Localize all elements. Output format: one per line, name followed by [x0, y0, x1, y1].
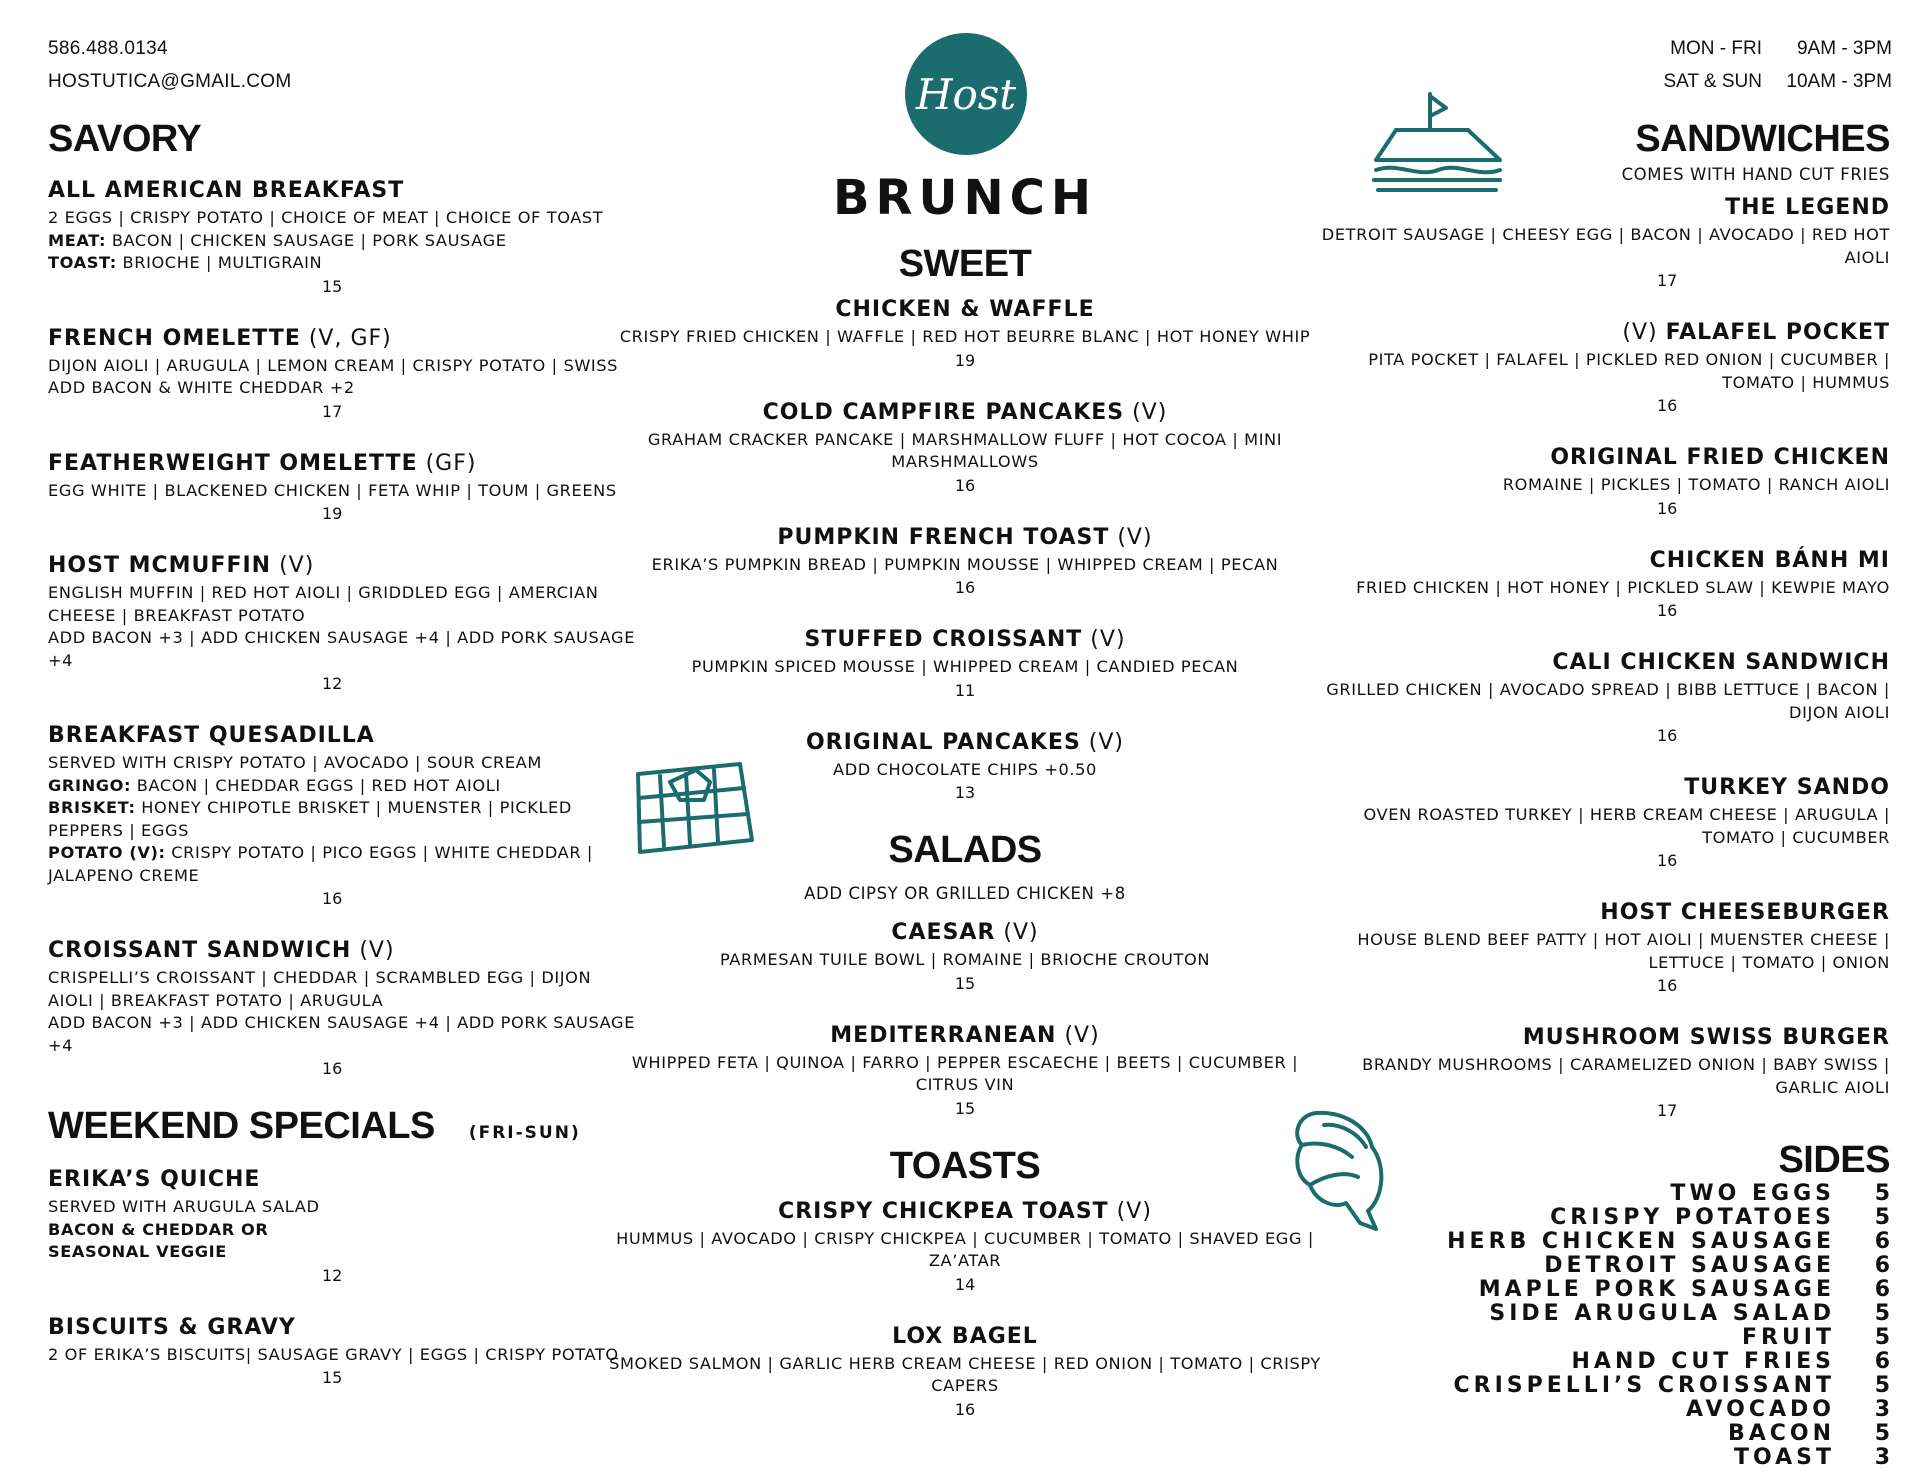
item-price: 16 [954, 578, 976, 597]
item-label: GRINGO: [48, 775, 132, 795]
toasts-items [605, 1196, 1325, 1422]
menu-item [605, 1196, 1325, 1297]
menu-item [605, 397, 1325, 498]
item-description [48, 252, 638, 275]
item-title: MUSHROOM SWISS BURGER [1522, 1025, 1890, 1050]
item-description [1320, 224, 1890, 269]
item-title: ALL AMERICAN BREAKFAST [48, 178, 405, 203]
menu-item [1320, 647, 1890, 748]
item-title: LOX BAGEL [892, 1323, 1038, 1349]
menu-item [605, 1321, 1325, 1422]
item-title: CROISSANT SANDWICH [48, 938, 352, 963]
side-price: 5 [1874, 1421, 1890, 1446]
item-price: 19 [322, 504, 343, 523]
right-column [1320, 118, 1890, 1470]
item-text: GRILLED CHICKEN | AVOCADO SPREAD | BIBB LETTUCE | BACON | DIJON AIOLI [1326, 680, 1890, 722]
item-text: ENGLISH MUFFIN | RED HOT AIOLI | GRIDDLED EGG | AMERCIAN CHEESE | BREAKFAST POTATO [48, 583, 599, 625]
item-text: PUMPKIN SPICED MOUSSE | WHIPPED CREAM | CANDIED PECAN [691, 657, 1239, 676]
item-tag: (V) [351, 938, 395, 963]
item-tag: (V) [1109, 524, 1153, 550]
side-row [1320, 1374, 1890, 1398]
item-price: 17 [322, 401, 343, 421]
menu-item [1320, 897, 1890, 998]
menu-item [605, 727, 1325, 806]
item-description [605, 949, 1325, 972]
menu-item [48, 175, 638, 299]
side-row [1320, 1254, 1890, 1278]
item-text: DETROIT SAUSAGE | CHEESY EGG | BACON | AVOCADO | RED HOT AIOLI [1321, 225, 1890, 267]
item-name [1320, 647, 1890, 679]
item-text: ERIKA’S PUMPKIN BREAD | PUMPKIN MOUSSE | WHIPPED CREAM | PECAN [651, 554, 1279, 574]
item-description [48, 967, 638, 1012]
item-price: 11 [954, 680, 976, 700]
item-price: 16 [954, 475, 976, 495]
menu-item [605, 1020, 1325, 1121]
item-name [48, 175, 638, 207]
item-name [605, 294, 1325, 326]
item-description [605, 656, 1325, 679]
section-title-sweet: SWEET [898, 243, 1032, 285]
item-text: 2 OF ERIKA’S BISCUITS| SAUSAGE GRAVY | EGGS | CRISPY POTATO [48, 1344, 619, 1364]
item-price: 17 [1657, 1101, 1678, 1120]
item-tag: (V) [1622, 320, 1666, 345]
item-description [1320, 349, 1890, 394]
item-price: 12 [322, 674, 343, 693]
item-title: HOST CHEESEBURGER [1600, 900, 1890, 925]
side-name: FRUIT [1741, 1325, 1835, 1350]
item-title: CHICKEN & WAFFLE [835, 297, 1095, 322]
item-description [1320, 474, 1890, 497]
item-description [48, 207, 638, 230]
phone-number: 586.488.0134 [48, 38, 168, 59]
side-name: MAPLE PORK SAUSAGE [1478, 1277, 1835, 1302]
item-name [1320, 772, 1890, 804]
section-title-toasts: TOASTS [889, 1144, 1041, 1187]
side-name: HAND CUT FRIES [1571, 1349, 1835, 1374]
item-description [48, 355, 638, 378]
item-text: HOUSE BLEND BEEF PATTY | HOT AIOLI | MUENSTER CHEESE | LETTUCE | TOMATO | ONION [1357, 930, 1890, 972]
side-price: 5 [1874, 1325, 1890, 1350]
item-name [605, 1321, 1325, 1353]
menu-item [48, 550, 638, 696]
item-title: CRISPY CHICKPEA TOAST [778, 1198, 1109, 1224]
item-text: SMOKED SALMON | GARLIC HERB CREAM CHEESE | RED ONION | TOMATO | CRISPY CAPERS [609, 1353, 1321, 1395]
item-price: 16 [1657, 851, 1678, 870]
item-name [48, 550, 638, 582]
side-row [1320, 1398, 1890, 1422]
sandwiches-note: COMES WITH HAND CUT FRIES [1621, 165, 1890, 184]
sweet-items [605, 294, 1325, 805]
menu-item [1320, 772, 1890, 873]
item-tag: (V) [1124, 399, 1168, 425]
weekend-note: (FRI-SUN) [468, 1123, 581, 1143]
item-text: CRISPY POTATO | PICO EGGS | WHITE CHEDDAR | JALAPENO CREME [48, 843, 593, 885]
section-title-salads: SALADS [888, 829, 1042, 871]
item-label: BACON & CHEDDAR OR [48, 1219, 269, 1239]
item-description [48, 377, 638, 400]
item-name [48, 720, 638, 752]
menu-item [48, 1312, 638, 1391]
side-price: 5 [1874, 1373, 1890, 1398]
menu-item [48, 720, 638, 911]
side-name: HERB CHICKEN SAUSAGE [1447, 1229, 1835, 1254]
item-name [605, 1020, 1325, 1052]
item-description [48, 1196, 638, 1219]
hours-days: SAT & SUN [1663, 71, 1762, 92]
item-description [605, 759, 1325, 782]
hours-row [1592, 65, 1892, 98]
item-name [48, 1164, 638, 1196]
item-text: BACON | CHEDDAR EGGS | RED HOT AIOLI [131, 775, 501, 795]
host-logo: Host [905, 33, 1027, 155]
side-price: 5 [1874, 1205, 1890, 1230]
item-price: 15 [322, 1368, 343, 1387]
item-description [1320, 1054, 1890, 1099]
item-price: 16 [1657, 726, 1678, 745]
side-row [1320, 1350, 1890, 1374]
item-text: ADD BACON +3 | ADD CHICKEN SAUSAGE +4 | ADD PORK SAUSAGE +4 [48, 1013, 636, 1055]
item-name [605, 727, 1325, 759]
side-name: BACON [1727, 1421, 1835, 1446]
item-price: 15 [322, 276, 343, 296]
sides-list [1320, 1182, 1890, 1470]
section-title-weekend: WEEKEND SPECIALS [48, 1105, 435, 1147]
menu-item [605, 917, 1325, 996]
item-title: ERIKA’S QUICHE [48, 1167, 261, 1192]
side-name: TOAST [1734, 1445, 1835, 1470]
menu-item [605, 522, 1325, 601]
item-text: BACON | CHICKEN SAUSAGE | PORK SAUSAGE [106, 230, 507, 250]
item-name [605, 522, 1325, 554]
item-label: POTATO (V): [48, 843, 166, 862]
hours [1592, 32, 1892, 98]
side-row [1320, 1230, 1890, 1254]
item-title: FALAFEL POCKET [1665, 320, 1890, 345]
item-description [605, 554, 1325, 577]
side-name: DETROIT SAUSAGE [1544, 1253, 1835, 1278]
item-title: ORIGINAL FRIED CHICKEN [1550, 445, 1890, 470]
item-price: 16 [322, 1059, 343, 1078]
side-price: 6 [1874, 1349, 1890, 1374]
item-description [605, 1228, 1325, 1273]
salads-items [605, 917, 1325, 1121]
side-row [1320, 1278, 1890, 1302]
item-text: OVEN ROASTED TURKEY | HERB CREAM CHEESE | ARUGULA | TOMATO | CUCUMBER [1363, 805, 1890, 847]
item-text: SERVED WITH ARUGULA SALAD [48, 1197, 320, 1216]
item-description [48, 1012, 638, 1057]
item-text: WHIPPED FETA | QUINOA | FARRO | PEPPER ESCAECHE | BEETS | CUCUMBER | CITRUS VIN [631, 1052, 1299, 1094]
item-tag: (V, GF) [300, 325, 392, 351]
item-name [605, 624, 1325, 656]
hours-time: 9AM - 3PM [1796, 38, 1892, 59]
item-text: 2 EGGS | CRISPY POTATO | CHOICE OF MEAT | CHOICE OF TOAST [48, 208, 604, 227]
sandwich-items [1320, 192, 1890, 1123]
item-text: HONEY CHIPOTLE BRISKET | MUENSTER | PICKLED PEPPERS | EGGS [48, 798, 572, 840]
item-price: 15 [954, 973, 976, 993]
item-description [48, 627, 638, 672]
item-title: ORIGINAL PANCAKES [805, 729, 1081, 755]
weekend-items [48, 1164, 638, 1390]
item-name [1320, 897, 1890, 929]
center-column [605, 243, 1325, 1446]
item-text: EGG WHITE | BLACKENED CHICKEN | FETA WHIP | TOUM | GREENS [48, 480, 617, 500]
side-price: 5 [1874, 1181, 1890, 1206]
side-price: 5 [1874, 1301, 1890, 1326]
side-name: CRISPELLI’S CROISSANT [1453, 1373, 1835, 1398]
item-name [1320, 317, 1890, 349]
item-text: BRANDY MUSHROOMS | CARAMELIZED ONION | BABY SWISS | GARLIC AIOLI [1362, 1055, 1890, 1097]
salads-note: ADD CIPSY OR GRILLED CHICKEN +8 [804, 884, 1126, 903]
item-description [1320, 804, 1890, 849]
item-description [48, 1344, 638, 1367]
menu-item [1320, 317, 1890, 418]
item-price: 13 [954, 783, 976, 802]
side-row [1320, 1326, 1890, 1350]
item-text: ROMAINE | PICKLES | TOMATO | RANCH AIOLI [1502, 475, 1890, 494]
menu-item [48, 323, 638, 424]
hours-days: MON - FRI [1670, 38, 1762, 59]
item-text: ADD BACON +3 | ADD CHICKEN SAUSAGE +4 | ADD PORK SAUSAGE +4 [48, 628, 636, 670]
item-description [48, 842, 638, 887]
menu-item [1320, 192, 1890, 293]
contact-info [48, 32, 292, 98]
hours-time: 10AM - 3PM [1786, 71, 1892, 92]
item-label: SEASONAL VEGGIE [48, 1242, 227, 1261]
item-title: BISCUITS & GRAVY [48, 1314, 296, 1340]
section-title-sides: SIDES [1778, 1139, 1890, 1181]
side-price: 3 [1874, 1445, 1890, 1470]
item-label: MEAT: [48, 230, 107, 250]
item-description [48, 1219, 638, 1242]
item-text: DIJON AIOLI | ARUGULA | LEMON CREAM | CRISPY POTATO | SWISS [48, 355, 619, 375]
menu-item [1320, 1022, 1890, 1123]
side-name: AVOCADO [1685, 1397, 1835, 1422]
side-row [1320, 1422, 1890, 1446]
item-price: 16 [954, 1399, 976, 1419]
section-title-sandwiches: SANDWICHES [1635, 118, 1890, 160]
savory-items [48, 175, 638, 1081]
menu-item [48, 448, 638, 527]
item-title: FEATHERWEIGHT OMELETTE [48, 450, 418, 476]
item-title: MEDITERRANEAN [830, 1022, 1057, 1048]
item-price: 16 [322, 889, 343, 908]
item-price: 19 [954, 350, 976, 370]
item-tag: (V) [1080, 729, 1125, 755]
item-description [48, 230, 638, 253]
item-text: FRIED CHICKEN | HOT HONEY | PICKLED SLAW | KEWPIE MAYO [1356, 577, 1890, 597]
item-description [605, 429, 1325, 474]
item-description [48, 797, 638, 842]
item-name [48, 1312, 638, 1344]
menu-item [605, 624, 1325, 703]
side-name: CRISPY POTATOES [1550, 1205, 1835, 1230]
menu-item [48, 1164, 638, 1288]
item-price: 14 [954, 1274, 976, 1294]
item-description [48, 1241, 638, 1264]
item-text: PARMESAN TUILE BOWL | ROMAINE | BRIOCHE CROUTON [719, 950, 1211, 969]
item-text: GRAHAM CRACKER PANCAKE | MARSHMALLOW FLUFF | HOT COCOA | MINI MARSHMALLOWS [647, 429, 1283, 471]
item-text: HUMMUS | AVOCADO | CRISPY CHICKPEA | CUCUMBER | TOMATO | SHAVED EGG | ZA’ATAR [616, 1228, 1314, 1270]
item-name [605, 917, 1325, 949]
item-text: BRIOCHE | MULTIGRAIN [116, 253, 323, 272]
item-text: ADD CHOCOLATE CHIPS +0.50 [833, 759, 1097, 779]
side-row [1320, 1182, 1890, 1206]
item-description [48, 480, 638, 503]
item-name [48, 935, 638, 967]
side-name: TWO EGGS [1670, 1181, 1835, 1206]
item-name [48, 323, 638, 355]
item-description [605, 1052, 1325, 1097]
item-title: CHICKEN BÁNH MI [1649, 547, 1890, 573]
item-tag: (V) [271, 553, 315, 578]
item-name [1320, 192, 1890, 224]
item-name [605, 397, 1325, 429]
item-text: SERVED WITH CRISPY POTATO | AVOCADO | SOUR CREAM [48, 753, 542, 772]
side-name: SIDE ARUGULA SALAD [1489, 1301, 1835, 1326]
item-price: 16 [1657, 601, 1678, 620]
item-price: 12 [322, 1265, 343, 1285]
item-label: BRISKET: [48, 798, 136, 817]
side-price: 6 [1874, 1253, 1890, 1278]
item-tag: (V) [1082, 627, 1126, 652]
item-description [48, 582, 638, 627]
item-title: HOST MCMUFFIN [48, 553, 272, 578]
item-label: TOAST: [48, 253, 117, 272]
item-tag: (V) [1108, 1198, 1152, 1224]
item-price: 17 [1657, 271, 1678, 290]
item-description [1320, 577, 1890, 600]
item-description [1320, 679, 1890, 724]
side-price: 6 [1874, 1277, 1890, 1302]
left-column [48, 118, 638, 1414]
item-name [1320, 545, 1890, 577]
item-price: 16 [1657, 498, 1678, 518]
item-name [605, 1196, 1325, 1228]
item-name [48, 448, 638, 480]
item-text: CRISPELLI’S CROISSANT | CHEDDAR | SCRAMBLED EGG | DIJON AIOLI | BREAKFAST POTATO | ARUGULA [48, 968, 592, 1010]
item-name [1320, 442, 1890, 474]
side-row [1320, 1302, 1890, 1326]
item-title: CAESAR [891, 920, 996, 945]
menu-item [1320, 442, 1890, 521]
hours-row [1592, 32, 1892, 65]
item-title: BREAKFAST QUESADILLA [48, 723, 375, 748]
item-title: COLD CAMPFIRE PANCAKES [762, 399, 1125, 425]
menu-item [48, 935, 638, 1081]
item-tag: (GF) [417, 450, 477, 476]
section-title-savory: SAVORY [48, 118, 202, 160]
item-tag: (V) [995, 920, 1039, 945]
weekend-header [48, 1105, 638, 1148]
item-price: 16 [1657, 396, 1678, 415]
item-title: THE LEGEND [1725, 195, 1890, 220]
item-name [1320, 1022, 1890, 1054]
side-price: 6 [1874, 1229, 1890, 1254]
item-title: CALI CHICKEN SANDWICH [1552, 650, 1890, 675]
side-row [1320, 1206, 1890, 1230]
page-title: BRUNCH [832, 170, 1098, 226]
item-title: FRENCH OMELETTE [48, 325, 301, 351]
item-text: CRISPY FRIED CHICKEN | WAFFLE | RED HOT BEURRE BLANC | HOT HONEY WHIP [619, 327, 1311, 346]
item-tag: (V) [1056, 1022, 1100, 1048]
item-description [48, 775, 638, 798]
item-description [1320, 929, 1890, 974]
item-price: 16 [1657, 976, 1678, 995]
side-price: 3 [1874, 1397, 1890, 1422]
item-title: PUMPKIN FRENCH TOAST [777, 524, 1110, 550]
item-title: TURKEY SANDO [1684, 775, 1890, 800]
item-description [48, 752, 638, 775]
item-description [605, 326, 1325, 349]
item-text: PITA POCKET | FALAFEL | PICKLED RED ONION | CUCUMBER | TOMATO | HUMMUS [1368, 350, 1890, 392]
item-text: ADD BACON & WHITE CHEDDAR +2 [48, 378, 355, 397]
side-row [1320, 1446, 1890, 1470]
item-title: STUFFED CROISSANT [804, 627, 1083, 652]
menu-item [1320, 545, 1890, 624]
menu-item [605, 294, 1325, 373]
item-description [605, 1353, 1325, 1398]
email-address: HOSTUTICA@GMAIL.COM [48, 71, 292, 92]
item-price: 15 [954, 1098, 976, 1118]
